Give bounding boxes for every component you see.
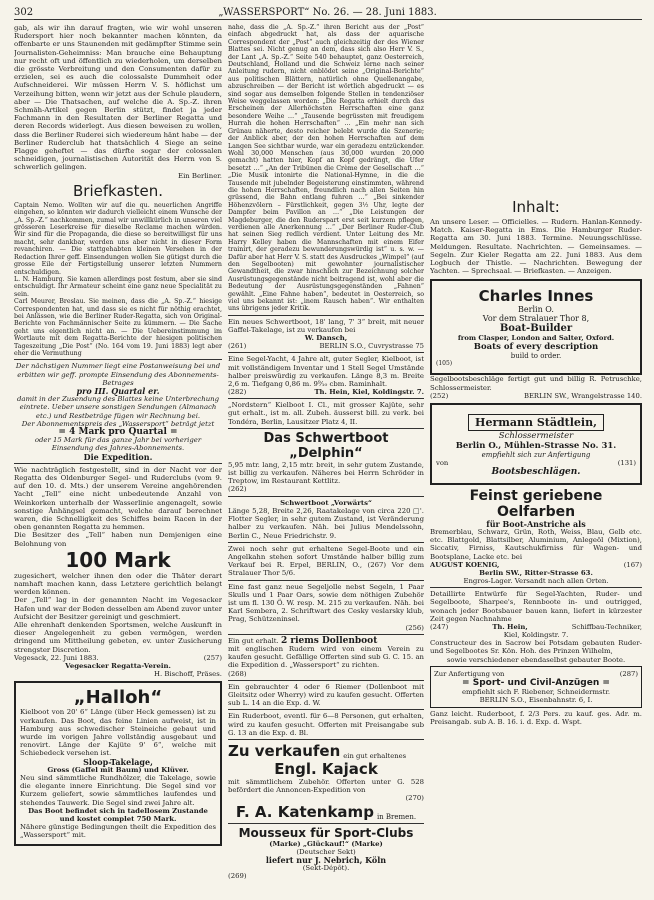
ad-name: Th. Hein,	[492, 623, 528, 632]
divider	[228, 709, 424, 710]
innes-from: from Clasper, London and Salter, Oxford.	[457, 334, 615, 343]
ad-number: (287)	[619, 669, 638, 678]
divider	[228, 352, 424, 353]
delphin-title: Das Schwertboot „Delphin“	[263, 430, 389, 461]
staedtlein-name: Hermann Städtlein,	[468, 414, 604, 431]
article-org: Vegesacker Regatta-Verein.	[65, 661, 171, 670]
ad-text: Ein gut erhalt.	[228, 636, 279, 645]
innes-address: Vor dem Stralauer Thor 8,	[482, 314, 590, 324]
ad-text: Engros-Lager. Versandt nach allen Orten.	[463, 577, 609, 586]
halloh-title: „Halloh“	[73, 687, 163, 709]
inhalt-heading: Inhalt:	[512, 198, 560, 216]
sloop-subtitle: Gross (Gaffel mit Baum) und Klüver.	[47, 765, 189, 774]
ad-text: Eine Segel-Yacht, 4 Jahre alt, guter Segler, Kielboot, ist mit vollständigem Inventar und 1 Stell Segel Umstände halber preiswürdig zu verkaufen. Länge 8,3 m. Breite 2,6 m. Tiefgang 0,86 m. 9⁹⁄₁₀ cbm. Raminhalt.	[228, 355, 424, 389]
ad-text: Ganz leicht. Ruderboot, f. 2/3 Pers. zu kauf. ges. Adr. m. Preisangab. sub A. B. 16. i. d. Exp. d. Wspt.	[430, 710, 642, 727]
article-text: Der „Tell“ lag in der genannten Nacht im Vegesacker Hafen und war der Boden desselben am Abend zuvor unter Aufsicht der Besitzer gereinigt und geschmiert.	[14, 596, 222, 621]
ad-text: Eine fast ganz neue Segeljolle nebst Segeln, 1 Paar Skulls und 1 Paar Oars, sowie dem nöthigen Zubehör ist um fl. 130 Ö. W. resp. M. 215 zu verkaufen. Näh. bei Karl Sembera, 2. Schriftwart des Cesky veslarsky klub, Prag, Schützeninsel.	[228, 582, 424, 624]
staedtlein-product: Bootsbeschlägen.	[491, 466, 581, 477]
article-place-date: Vegesack, 22. Juni 1883.	[14, 653, 99, 662]
ad-address: Berlin SW., Ritter-Strasse 63.	[479, 568, 593, 577]
kajack-subtitle: Engl. Kajack	[274, 759, 378, 778]
ad-number: (131)	[617, 458, 636, 467]
divider	[228, 823, 424, 824]
ad-number: (247)	[430, 623, 449, 632]
ad-text: Constructeur des in Sacrow bei Potsdam gebauten Ruder- und Segelbootes Sr. Kön. Hoh. des Prinzen Wilhelm,	[430, 639, 642, 656]
divider	[228, 580, 424, 581]
ad-text: Zwei noch sehr gut erhaltene Segel-Boote und ein Angelkahn stehen sofort Umstände halber billig zum Verkauf bei R. Erpel, BERLIN, O., (267) Vor dem Stralauer Thor 5/6.	[228, 544, 424, 578]
anzuege-title: = Sport- und Civil-Anzügen =	[462, 677, 610, 688]
ad-text: „Nordstern“ Kielboot I. Cl., mit grosser Kajüte, sehr gut erhalt., ist m. all. Zubeh. äusserst bill. zu verk. bei Tondéra, Berlin, Lausitzer Platz 4, II.	[228, 401, 424, 426]
briefkasten-heading: Briefkasten.	[73, 181, 163, 200]
ad-number: (269)	[228, 872, 247, 881]
innes-ad	[430, 279, 642, 375]
oelfarben-title: Feinst geriebene Oelfarben	[469, 487, 603, 520]
divider	[228, 680, 424, 681]
ad-text: (Deutscher Sekt)	[296, 847, 356, 856]
ad-text: 5,95 mtr. lang, 2,15 mtr. breit, in sehr gutem Zustande, ist billig zu verkaufen. Näheres bei Herrn Schröder in Treptow, im Restaurant Kettlitz.	[228, 460, 424, 486]
ad-text: (Marke) „Glückauf!“ (Marke)	[269, 839, 383, 848]
katenkamp-name: F. A. Katenkamp	[235, 802, 374, 821]
briefkasten-entry: Carl Meurer, Breslau. Sie meinen, dass die „A. Sp.-Z.“ hiesige Correspondenten hat, und dass sie es nicht für nöthig erachtet, bei Anlässen, wie die Berliner Ruder-Regatta, sich von Original-Berichte von Fachmännischer Seite zu kümmern. — Die Sache geht uns eigentlich nicht an. — Die Uebereinstimmung im Wortlaute mit dem Regatta-Berichte der hiesigen politischen Tageszeitung „Die Post“ (No. 164 vom 19. Juni 1883) legt aber eher die Vermuthung	[14, 298, 222, 357]
anzuege-ad	[430, 666, 642, 708]
article-text: zugesichert, welcher ihnen den oder die Thäter derart namhaft machen kann, dass Letztere gerichtlich belangt werden können.	[14, 571, 222, 597]
ad-text: Zur Anfertigung von	[434, 669, 505, 678]
staedtlein-von: von	[436, 458, 449, 467]
page-title: „WASSERSPORT“ No. 26. — 28. Juni 1883.	[218, 7, 437, 18]
ad-text: empfiehlt sich F. Riebener, Schneidermstr.	[461, 687, 611, 696]
ad-address: BERLIN SW., Wrangelstrasse 140.	[523, 391, 642, 400]
sloop-title: Sloop-Takelage,	[83, 756, 153, 767]
ad-number: (282)	[228, 388, 247, 397]
divider	[228, 634, 424, 635]
divider	[228, 428, 424, 429]
briefkasten-continuation: nahe, dass die „A. Sp.-Z.“ ihren Bericht aus der „Post“ einfach abgedruckt hat, als dass der aquarische Correspondent der „Post“ auch gleichzeitig der des Wiener Blattes sei. Nicht genug an dem, dass sich also Herr V. S., der Lant „A. Sp.-Z.“ Seite 540 behauptet, ganz Oesterreich, Deutschland, Holland und die Schweiz lerne nach seiner Anleitung rudern, nicht enblödet seine „Original-Berichte“ aus politischen Blättern, natürlich ohne Quellenangabe, abzuschreiben — der Bericht ist wörtlich abgedruckt — es sind sogar aus demselben folgende Stellen in tendenziöser Weise weggelassen worden: „Die Regatta erhielt durch das Erscheinen der Allerhöchsten Herrschaften eine ganz besondere Weihe …“ „Tausende begrüssten mit freudigem Hurrah die hohen Herrschaften“ … „Ein mehr nan sich Grünau näherte, desto reicher belebt wurde die Szenerie; der Anblick aber, der den hohen Herrschaften auf dem Langen See sichtbar wurde, war ein geradezu entzückender. Wohl 30,000 Menschen (aus 30,000 wurden 20,000 gemacht) hatten hier, Kopf an Kopf gedrängt, die Ufer besetzt …“ „An der Tribünen die Crème der Gesellschaft …“ „Die Musik intonirte die National-Hymne, in die die Tausende mit jubelnder Begeisterung einstimmten, während die hohen Herrschaften, freundlich nach allen Seiten hin grüssend, die Bahn entlang fuhren …“ „Bei sinkender Höhenzvölern – Fürstlichkeit, gegen 3½ Uhr, legte der Dampfer beim Pavillon an …“ „Die Leistungen der Magdeburger, die den Ruderspart erst seit kurzem pflegen, verdienen alle Anerkennung …“ „Der Berliner Ruder-Club hat seinen Sieg redlich verdient. Unter Leitung des Mr. Harry Kelley haben die Mannschaften mit einem Eifer trainirt, der geradezu bewunderungswürdig ist“ u. s. w. — Dafür aber hat Herr V. S. statt des Ausdruckes „Wimpel“ (auf den Segelbooten) mit gewohnter journalistischer Gewandtheit, die zwar hinschlich zur Bezeichnung solcher Ausrüstungsgegenstände nicht beitragend ist, wohl aber die Bedeutung der Ausrüstungsgegenständen „Fahnen“ gewählt. „Eine Fahne haben“, bedeutet in Oesterreich, so viel uns bekannt ist: „inem Rausch haben“. Wir enthalten uns übrigens jeder Kritik.	[228, 24, 424, 313]
notice-text: Der nächstigen Nummer liegt eine Postanweisung bei und erbitten wir geff. prompte Einsendung des Abonnements-Betrages	[15, 362, 221, 387]
ad-text: Bremerblau, Schwarz, Grün, Roth, Weiss, Blau, Gelb etc. etc. Blattgold, Blattsilber, Aluminium, Anlegeöl (Mixtion), Siccativ, Firniss, Kautschukfirniss für Wagen- und Bootsplane, Lacke etc. bei	[430, 528, 642, 561]
notice-text: oder 15 Mark für das ganze Jahr bei vorheriger Einsendung des Jahres-Abonnements.	[34, 436, 202, 453]
innes-role: Boat-Builder	[499, 323, 573, 335]
inhalt-text: An unsere Leser. — Officielles. — Rudern. Hanlan-Kennedy-Match. Kaiser-Regatta in Ems. Die Hamburger Ruder-Regatta am 30. Juni 1883. Termine. Neuungsschlüsse. Meldungen. Resultate. Nachrichten. — Gemeinsames. — Segeln. Zur Kieler Regatta am 22. Juni 1883. Aus dem Logbuch der Thistle. — Nachrichten. Bewegung der Yachten. — Sprechsaal. — Briefkasten. — Anzeigen.	[430, 218, 642, 276]
divider	[228, 496, 424, 497]
page-number: 302	[14, 7, 34, 18]
ad-text: Länge 5,28, Breite 2,26, Raatakelage von circa 220 □'. Flotter Segler, in sehr gutem Zustand, ist Veränderung halber zu verkaufen. Näh. bei Julius Mendelssohn, Berlin C., Neue Friedrichstr. 9.	[228, 506, 424, 540]
ad-text: Ein Ruderboot, eventl. für 6—8 Personen, gut erhalten, wird zu kaufen gesucht. Offerten mit Preisangabe sub G. 13 an die Exp. d. Bl.	[228, 712, 424, 737]
middle-column	[228, 24, 424, 890]
reward-amount: 100 Mark	[65, 547, 171, 572]
ad-text: ein gut erhaltenes	[343, 751, 407, 760]
ad-number: (268)	[228, 669, 247, 678]
ad-number: (262)	[228, 485, 247, 494]
ad-address: Kiel, Koldingstr. 7.	[503, 631, 569, 640]
ad-name: Th. Hein, Kiel, Koldingstr. 7.	[314, 388, 424, 397]
ad-text: Segelbootsbeschläge fertigt gut und billig R. Petruschke, Schlossermeister.	[430, 375, 642, 392]
notice-text: damit in der Zusendung des Blattes keine Unterbrechung eintrete. Ueber unsere sonstigen Sendungen (Almanach etc.) und Restbeträge fügen wir Rechnung bei.	[16, 395, 220, 420]
notice-signature: Die Expedition.	[83, 451, 153, 462]
article-signature: Ein Berliner.	[178, 171, 222, 180]
notice-quartal: pro III. Quartal er.	[76, 386, 160, 396]
divider	[228, 542, 424, 543]
halloh-ad	[14, 681, 222, 845]
ad-number: (261)	[228, 342, 247, 351]
ad-text: mit englischen Rudern wird von einem Verein zu kaufen gesucht. Gefällige Offerten sind sub G. C. 15. an die Expedition d. „Wassersport“ zu richten.	[228, 644, 424, 670]
right-column	[430, 24, 642, 890]
staedtlein-role: Schlossermeister	[498, 430, 574, 441]
oelfarben-subtitle: für Boot-Anstriche als	[486, 518, 586, 529]
ad-number: (167)	[623, 560, 642, 569]
notice-price: = 4 Mark pro Quartal =	[58, 427, 178, 438]
divider	[228, 315, 424, 316]
divider	[430, 587, 642, 588]
ad-number: (105)	[436, 360, 453, 368]
ad-text: Ein gebrauchter 4 oder 6 Riemer (Dollenboot mit Gleitsitz oder Wherry) wird zu kaufen gesucht. Offerten sub L. 14 an die Exp. d. W.	[228, 682, 424, 708]
ad-city: in Bremen.	[376, 812, 417, 821]
ad-number: (252)	[430, 391, 449, 400]
innes-boats: Boats of every description	[473, 342, 599, 353]
staedtlein-ad	[430, 403, 642, 485]
innes-order: build to order.	[510, 352, 562, 361]
ad-text: Kielboot von 20' 6“ Länge (über Heck gemessen) ist zu verkaufen. Das Boot, das feine Linien aufweist, ist in Hamburg aus schwedischer Steineiche gebaut und wurde im vorigen Jahre vollständig ausgebaut und renovirt. Länge der Kajüte 9' 6“, welche mit Schiebedeck versehen ist.	[20, 708, 216, 758]
briefkasten-entry: L. N. Hamburg. Sie kamen allerdings post festum, aber sie sind entschuldigt. Ihr Armateur scheint eine ganz neue Specialität zu sein.	[14, 275, 222, 298]
staedtlein-text: empfiehlt sich zur Anfertigung	[481, 450, 591, 459]
ad-text: Ein neues Schwertboot, 18' lang, 7' 3“ breit, mit neuer Gaffel-Takelage, ist zu verkaufen bei	[228, 317, 424, 335]
article-text: Wie nachträglich festgestellt, sind in der Nacht vor der Regatta des Oldenburger Segel- und Ruderclubs (vom 9. auf den 10. d. Mts.) der unserem Vereine angehörenden Yacht „Tell“ eine nicht unbedeutende Anzahl von Weinkorken unterhalb der Wasserlinie angenagelt, sowie sonstige Änhängsel gemacht, welche darauf berechnet waren, die Schnelligkeit des Schiffes beim Racen in der oben genannten Regatta zu hemmen.	[14, 465, 222, 532]
divider	[228, 398, 424, 399]
divider	[228, 739, 424, 740]
ad-name: W. Dansch,	[304, 334, 348, 343]
article-signature: H. Bischoff, Präses.	[153, 670, 222, 679]
left-column	[14, 24, 222, 890]
article-text: gab, als wir ihn darauf fragten, wie wir wohl unseren Rudersport hier noch bekannter machen könnten, da offenbarte er uns Staunenden mit gedämpfter Stimme sein Journalisten-Geheimniss: Man brauche eine Behauptung nur recht oft und öffentlich zu wiederholen, um derselben die grösste Verbreitung und den Consumenten dafür zu erzielen, sei es auch die colossalste Dummheit oder Aufschneiderei. Wir müssen Herrn V. S. höflichst um Verzeihung bitten, wenn wir jetzt aus der Schule plaudern, aber — Die Thatsachen, auf welche die A. Sp.-Z. ihren Schmäh-Artikel gegen Berlin stützt, findet ja jeder Fachmann in den Resultaten der Berliner Regatta und deren Records widerlegt. Aus diesen beweisen zu wollen, dass die Berliner Ruderei sich wiedereum hänt habe — der Berliner Ruderclub hat thatsächlich 4 Siege an seine Flagge geheftet — das dürfte sogar der colossalen schneidigen, journalistischen Autorität des Herrn von S. schwerlich gelingen.	[14, 24, 222, 172]
staedtlein-address: Berlin O., Mühlen-Strasse No. 31.	[455, 440, 617, 451]
sloop-price: Das Boot befindet sich in tadellosem Zustande und kostet complet 750 Mark.	[28, 806, 208, 823]
ad-text: mit sämmtlichem Zubehör. Offerten unter G. 528 befördert die Annoncen-Expedition von	[228, 777, 424, 795]
notice-text: Der Abonnementspreis des „Wassersport“ beträgt jetzt	[21, 419, 215, 428]
ad-text: liefert nur J. Nebrich, Köln	[265, 854, 387, 865]
article-text: Die Besitzer des „Tell“ haben nun Demjenigen eine Belohnung von	[14, 531, 222, 548]
ad-text: Detaillirte Entwürfe für Segel-Yachten, Ruder- und Segelboote, Sharpee's, Rennboote in- und outrigged, wonach jeder Bootsbauer bauen kann, liefert in kürzester Zeit gegen Nachnahme	[430, 590, 642, 623]
ad-name: AUGUST KOENIG,	[430, 560, 500, 569]
briefkasten-entry: Captain Nemo. Wollten wir auf die qu. neuerlichen Angriffe eingehen, so könnten wir dadurch vielleicht einem Wunsche der „A. Sp.-Z.“ nachkommen, zumal wir unwillkürlich in unseren viel grösseren Leserkreise für dieselbe Reclame machen würden. Wir sind für die Propaganda, die diese so bereitwilligst für uns macht, sehr dankbar, werden uns aber nicht in dieser Form revanchiren. — Die stattgehabten kleinen Versehen in der Redaction Ihrer geff. Einsendungen wollen Sie gütigst durch die grosse Eile der Fertigstellung unserer letzten Nummern entschuldigen.	[14, 201, 222, 276]
ad-number: (257)	[203, 653, 222, 662]
article-text: Alle ehrenhaft denkenden Sportsmen, welche Auskunft in dieser Angelegenheit zu geben vermögen, werden dringend um Mittheilung gebeten, ev. unter Zusicherung strengster Discretion.	[14, 621, 222, 654]
mousseux-title: Mousseux für Sport-Clubs	[238, 825, 414, 840]
divider	[14, 463, 222, 464]
page-header	[14, 6, 642, 20]
ad-address: BERLIN S.O., Cuvrystrasse 75	[319, 342, 424, 351]
kajack-title: Zu verkaufen	[228, 741, 341, 760]
ad-text: Nähere günstige Bedingungen theilt die Expedition des „Wassersport“ mit.	[20, 823, 216, 840]
ad-text: sowie verschiedener ebendaselbst gebauter Boote.	[446, 655, 626, 664]
ad-text: Neu sind sämmtliche Rundhölzer, die Takelage, sowie die elegante innere Einrichtung. Die Segel sind vor Kurzem geliefert, sowie sämmtliches laufendes und stehendes Tauwerk. Die Segel sind zwei Jahre alt.	[20, 773, 216, 807]
divider	[14, 359, 222, 360]
innes-name: Charles Innes	[478, 287, 594, 306]
ad-role: Schiffbau-Techniker,	[571, 623, 642, 632]
vorwaerts-title: Schwertboot „Vorwärts“	[280, 498, 372, 507]
ad-number: (270)	[405, 794, 424, 803]
ad-text: (Sekt-Dépôt).	[302, 864, 350, 873]
ad-address: BERLIN S.O., Eisenbahnstr. 6, I.	[479, 696, 593, 705]
ad-number: (256)	[405, 623, 424, 632]
ad-highlight: 2 riems Dollenboot	[280, 635, 378, 646]
innes-city: Berlin O.	[518, 305, 554, 315]
